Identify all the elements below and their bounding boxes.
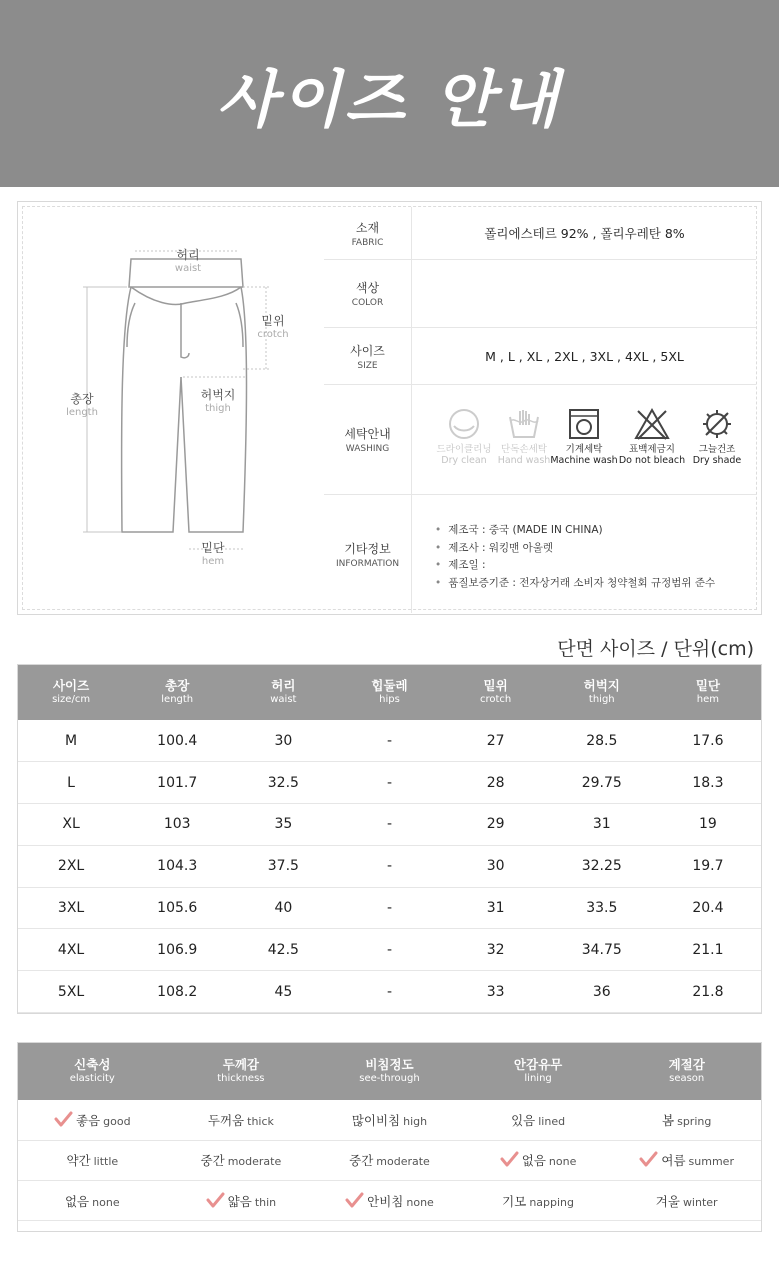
header-label: 힙둘레	[371, 677, 408, 693]
table-cell: 20.4	[655, 887, 761, 929]
table-cell: 30	[443, 845, 549, 887]
table-cell: -	[336, 887, 442, 929]
table-cell: 27	[443, 720, 549, 762]
table-row	[18, 971, 761, 1013]
feel-option-cell	[167, 1100, 316, 1140]
feel-option-cell	[18, 1181, 167, 1221]
information-item: • 제조일 :	[435, 557, 715, 575]
option-sublabel: moderate	[227, 1155, 282, 1169]
header-sublabel: hips	[379, 693, 400, 705]
table-cell: 33	[443, 971, 549, 1013]
size-header-cell	[18, 665, 124, 720]
washing-icons	[413, 385, 756, 494]
table-cell: -	[336, 845, 442, 887]
table-row	[18, 845, 761, 887]
table-cell: 19.7	[655, 845, 761, 887]
table-cell: 2XL	[18, 845, 124, 887]
option-label: 여름	[661, 1153, 686, 1169]
information-value	[413, 495, 756, 613]
option-label: 두꺼움	[207, 1112, 245, 1128]
option-label: 약간	[66, 1153, 91, 1169]
table-cell: 42.5	[230, 929, 336, 971]
information-item: • 제조사 : 워킹맨 아울렛	[435, 540, 715, 558]
size-header-cell	[124, 665, 230, 720]
checkmark-icon	[206, 1192, 225, 1208]
feel-header-cell	[464, 1043, 613, 1100]
feel-option-cell	[18, 1140, 167, 1180]
option-sublabel: good	[103, 1114, 131, 1128]
option-sublabel: napping	[529, 1195, 574, 1209]
length-label: 총장 length	[66, 392, 98, 418]
table-cell: 29.75	[549, 762, 655, 804]
feel-header-cell	[315, 1043, 464, 1100]
table-cell: 36	[549, 971, 655, 1013]
thigh-label: 허벅지 thigh	[200, 388, 236, 414]
header-sublabel: length	[161, 693, 194, 705]
table-cell: 40	[230, 887, 336, 929]
table-row	[18, 804, 761, 846]
header-label: 밑단	[695, 677, 720, 693]
spec-row-color	[324, 260, 756, 328]
table-cell: 28	[443, 762, 549, 804]
option-label: 기모	[502, 1193, 527, 1209]
spec-row-size	[324, 328, 756, 385]
spec-row-washing	[324, 385, 756, 495]
size-header-cell	[230, 665, 336, 720]
size-table	[18, 665, 761, 1013]
table-cell: 35	[230, 804, 336, 846]
information-item: • 제조국 : 중국 (MADE IN CHINA)	[435, 522, 715, 540]
size-header-cell	[549, 665, 655, 720]
header-sublabel: size/cm	[52, 693, 91, 705]
page-title: 사이즈 안내	[216, 63, 563, 136]
header-sublabel: crotch	[480, 693, 512, 705]
option-label: 중간	[200, 1153, 225, 1169]
table-cell: 33.5	[549, 887, 655, 929]
feel-option-cell	[464, 1181, 613, 1221]
option-sublabel: none	[548, 1155, 577, 1169]
header-label: 허리	[271, 677, 296, 693]
feel-option-cell	[612, 1181, 761, 1221]
spec-label: 사이즈 SIZE	[324, 328, 412, 384]
table-row	[18, 887, 761, 929]
table-cell: 5XL	[18, 971, 124, 1013]
table-cell: 37.5	[230, 845, 336, 887]
table-cell: 19	[655, 804, 761, 846]
spec-label: 색상 COLOR	[324, 260, 412, 327]
table-cell: M	[18, 720, 124, 762]
table-cell: 29	[443, 804, 549, 846]
header-label: 안감유무	[513, 1056, 563, 1072]
hem-label: 밑단 hem	[201, 541, 225, 567]
table-cell: -	[336, 762, 442, 804]
table-cell: 17.6	[655, 720, 761, 762]
wash-item-dry-clean: 드라이클리닝 Dry clean	[429, 407, 499, 466]
table-cell: 100.4	[124, 720, 230, 762]
checkmark-icon	[639, 1151, 658, 1167]
header-sublabel: hem	[696, 693, 720, 705]
table-cell: L	[18, 762, 124, 804]
option-sublabel: high	[403, 1114, 428, 1128]
feel-header-cell	[18, 1043, 167, 1100]
table-cell: 3XL	[18, 887, 124, 929]
table-row	[18, 1140, 761, 1180]
option-label: 얇음	[227, 1193, 252, 1209]
size-header-cell	[655, 665, 761, 720]
table-cell: 45	[230, 971, 336, 1013]
no-bleach-icon	[634, 407, 670, 441]
table-cell: 104.3	[124, 845, 230, 887]
option-label: 좋음	[76, 1112, 101, 1128]
header-sublabel: elasticity	[69, 1072, 115, 1084]
header-label: 허벅지	[583, 677, 620, 693]
header-label: 총장	[165, 677, 190, 693]
table-cell: 105.6	[124, 887, 230, 929]
table-cell: -	[336, 929, 442, 971]
header-label: 계절감	[668, 1056, 705, 1072]
feel-option-cell	[315, 1181, 464, 1221]
option-label: 없음	[521, 1153, 546, 1169]
feel-option-cell	[612, 1140, 761, 1180]
table-row	[18, 720, 761, 762]
product-info-inner	[22, 206, 757, 610]
header-sublabel: thickness	[217, 1072, 265, 1084]
feel-option-cell	[18, 1100, 167, 1140]
option-sublabel: moderate	[376, 1155, 430, 1169]
wash-item-no-bleach: 표백제금지 Do not bleach	[617, 407, 687, 466]
table-cell: XL	[18, 804, 124, 846]
header-sublabel: waist	[270, 693, 297, 705]
wash-item-dry-shade: 그늘건조 Dry shade	[682, 407, 752, 466]
option-sublabel: summer	[688, 1155, 734, 1169]
option-sublabel: thick	[247, 1114, 274, 1128]
fabric-feel-table	[18, 1043, 761, 1221]
option-sublabel: little	[93, 1155, 119, 1169]
table-cell: 106.9	[124, 929, 230, 971]
option-label: 많이비침	[351, 1112, 401, 1128]
header-label: 사이즈	[52, 677, 90, 693]
option-label: 중간	[349, 1153, 374, 1169]
feel-option-cell	[464, 1100, 613, 1140]
table-cell: 34.75	[549, 929, 655, 971]
table-cell: 28.5	[549, 720, 655, 762]
information-item: • 품질보증기준 : 전자상거래 소비자 청약철회 규정범위 준수	[435, 575, 715, 593]
table-row	[18, 762, 761, 804]
header-label: 신축성	[74, 1056, 111, 1072]
size-value: M , L , XL , 2XL , 3XL , 4XL , 5XL	[485, 348, 684, 364]
option-sublabel: none	[92, 1195, 120, 1209]
feel-option-cell	[315, 1140, 464, 1180]
pants-diagram	[23, 207, 323, 613]
dry-clean-icon	[447, 407, 481, 441]
table-cell: 103	[124, 804, 230, 846]
table-cell: 101.7	[124, 762, 230, 804]
feel-option-cell	[167, 1140, 316, 1180]
table-cell: 21.8	[655, 971, 761, 1013]
waist-label: 허리 waist	[174, 248, 202, 274]
option-sublabel: lined	[538, 1114, 566, 1128]
header-sublabel: season	[669, 1072, 705, 1084]
table-cell: 108.2	[124, 971, 230, 1013]
feel-option-cell	[612, 1100, 761, 1140]
option-label: 있음	[511, 1112, 536, 1128]
fabric-value: 폴리에스테르 92% , 폴리우레탄 8%	[484, 226, 685, 241]
spec-label: 세탁안내 WASHING	[324, 385, 412, 494]
dry-shade-icon	[700, 407, 734, 441]
option-sublabel: winter	[682, 1195, 718, 1209]
wash-item-hand-wash: 단독손세탁 Hand wash	[489, 407, 559, 466]
feel-option-cell	[315, 1100, 464, 1140]
checkmark-icon	[54, 1111, 73, 1127]
table-cell: 32	[443, 929, 549, 971]
table-row	[18, 1100, 761, 1140]
table-cell: -	[336, 971, 442, 1013]
checkmark-icon	[345, 1192, 364, 1208]
option-sublabel: spring	[677, 1114, 712, 1128]
table-cell: 21.1	[655, 929, 761, 971]
option-label: 겨울	[655, 1193, 680, 1209]
table-cell: 32.25	[549, 845, 655, 887]
crotch-label: 밑위 crotch	[257, 314, 289, 340]
size-header-cell	[443, 665, 549, 720]
hand-wash-icon	[507, 407, 541, 441]
table-row	[18, 929, 761, 971]
table-row	[18, 1181, 761, 1221]
spec-row-information	[324, 495, 756, 613]
option-sublabel: none	[406, 1195, 434, 1209]
header-sublabel: thigh	[588, 693, 615, 705]
size-header-cell	[336, 665, 442, 720]
wash-item-machine-wash: 기계세탁 Machine wash	[549, 407, 619, 466]
option-label: 안비침	[367, 1193, 404, 1209]
spec-table	[324, 207, 756, 613]
header-label: 두께감	[222, 1056, 259, 1072]
spec-label: 소재 FABRIC	[324, 207, 412, 259]
table-cell: -	[336, 804, 442, 846]
feel-option-cell	[464, 1140, 613, 1180]
table-cell: -	[336, 720, 442, 762]
feel-header-cell	[167, 1043, 316, 1100]
table-cell: 31	[443, 887, 549, 929]
table-cell: 31	[549, 804, 655, 846]
header-label: 밑위	[483, 677, 508, 693]
feel-option-cell	[167, 1181, 316, 1221]
feel-header-cell	[612, 1043, 761, 1100]
spec-label: 기타정보 INFORMATION	[324, 495, 412, 613]
option-sublabel: thin	[254, 1195, 277, 1209]
header-label: 비침정도	[365, 1056, 414, 1072]
size-table-title: 단면 사이즈 / 단위(cm)	[557, 638, 754, 660]
option-label: 봄	[662, 1112, 675, 1128]
checkmark-icon	[500, 1151, 519, 1167]
table-cell: 4XL	[18, 929, 124, 971]
option-label: 없음	[64, 1193, 90, 1209]
page-header	[0, 0, 779, 187]
spec-row-fabric	[324, 207, 756, 260]
product-info-box	[17, 201, 762, 615]
header-sublabel: see-through	[359, 1072, 420, 1084]
table-cell: 32.5	[230, 762, 336, 804]
table-cell: 18.3	[655, 762, 761, 804]
header-sublabel: lining	[524, 1072, 552, 1084]
color-value	[413, 260, 756, 327]
table-cell: 30	[230, 720, 336, 762]
machine-wash-icon	[567, 407, 601, 441]
information-list	[435, 522, 715, 592]
